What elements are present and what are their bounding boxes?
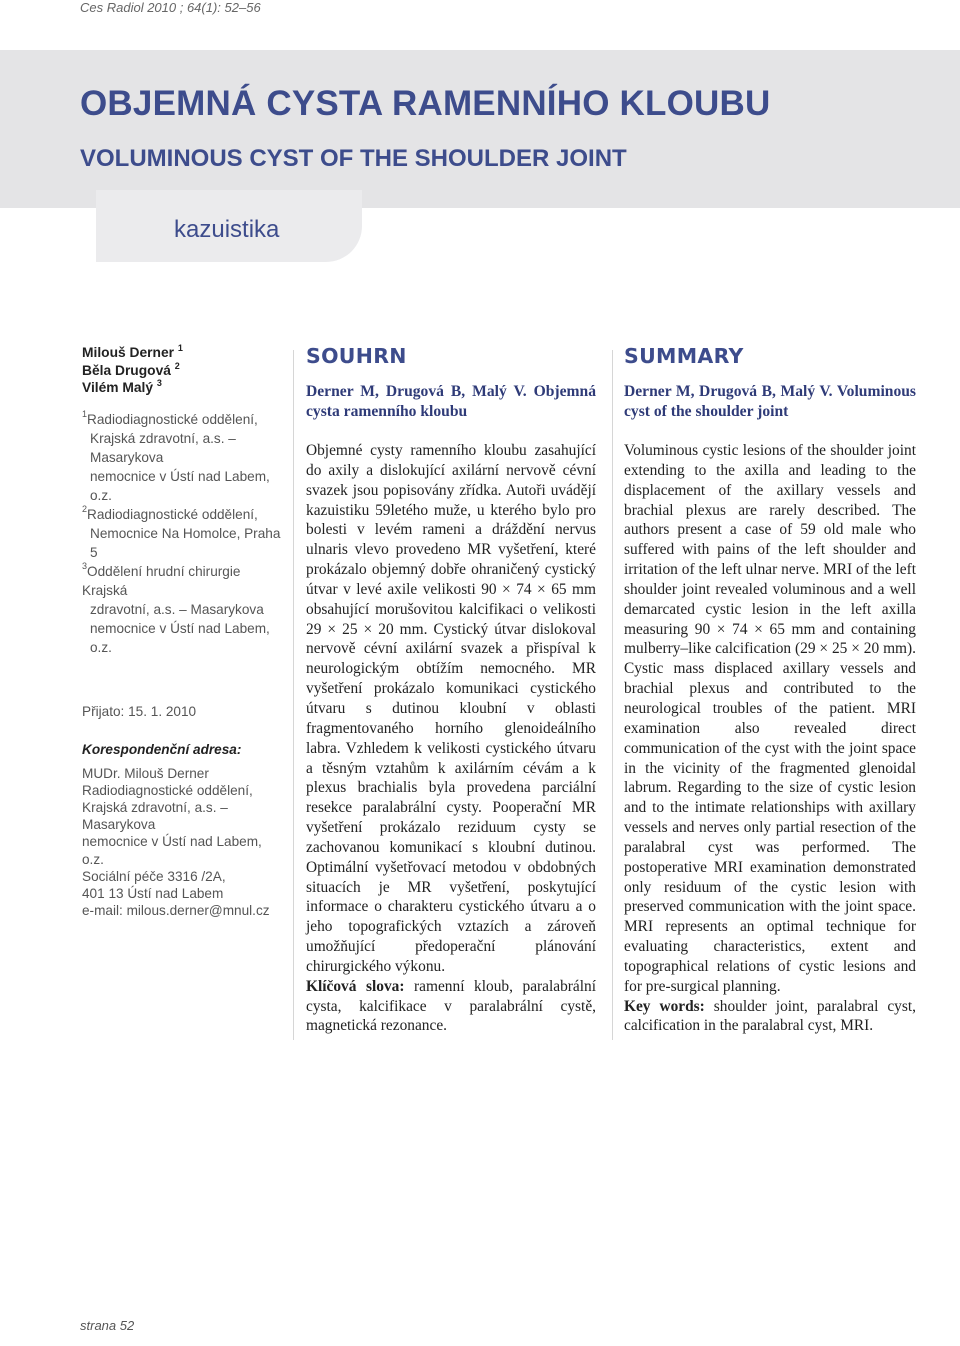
- summary-citation: Derner M, Drugová B, Malý V. Voluminous cyst of the shoulder joint: [624, 383, 916, 420]
- title-band: [0, 50, 960, 208]
- correspondence-address: MUDr. Milouš Derner Radiodiagnostické oddělení, Krajská zdravotní, a.s. – Masarykova nemocnice v Ústí nad Labem, o.z. Sociální péče 3316 /2A, 401 13 Ústí nad Labem e-mail: milous.derner@mnul.cz: [82, 765, 282, 920]
- article-title-english: VOLUMINOUS CYST OF THE SHOULDER JOINT: [80, 145, 627, 172]
- affiliation: $^1$Radiodiagnostické oddělení, Krajská zdravotní, a.s. – Masarykova nemocnice v Ústí nad Labem, o.z.: [82, 408, 270, 503]
- column-divider: [612, 350, 613, 1040]
- summary-keywords: Key words: shoulder joint, paralabral cyst, calcification in the paralabral cyst, MRI.: [624, 997, 916, 1035]
- author: Milouš Derner $^1$: [82, 343, 183, 360]
- article-title-czech: OBJEMNÁ CYSTA RAMENNÍHO KLOUBU: [80, 84, 771, 123]
- souhrn-citation: Derner M, Drugová B, Malý V. Objemná cysta ramenního kloubu: [306, 383, 596, 420]
- affiliation: $^2$Radiodiagnostické oddělení, Nemocnice Na Homolce, Praha 5: [82, 503, 281, 560]
- summary-abstract: Voluminous cystic lesions of the shoulder joint extending to the axilla and leading to the displacement of the axillary vessels and brachial plexus are rarely described. The authors present a case of 59 old male who suffered with pains of the left shoulder and irritation of the left ulnar nerve. MRI of the left shoulder joint revealed voluminous and a well demarcated cystic lesion in the left axilla measuring 90 × 74 × 65 mm and containing mulberry–like calcification (29 × 25 × 20 mm). Cystic mass displaced axillary vessels and brachial plexus and contributed to the neurological troubles of the patient. MRI examination also revealed direct communication of the cyst with the joint space in the vicinity of the fragmented glenoidal labrum. Regarding to the size of cystic lesion and to the intimate relationships with axillary vessels and nerves only partial resection of the paralabral cyst was performed. The postoperative MRI examination demonstrated only residuum of the cystic lesion with preserved communication with the joint space. MRI represents an optimal technique for evaluating characteristics, extent and topographical relations of cystic lesions and for pre-surgical planning.: [624, 442, 916, 995]
- column-divider: [293, 350, 294, 1040]
- article-type-label: kazuistika: [174, 216, 280, 243]
- correspondence-heading: Korespondenční adresa:: [82, 741, 242, 757]
- page-number: strana 52: [80, 1318, 135, 1333]
- journal-reference: Ces Radiol 2010 ; 64(1): 52–56: [80, 0, 261, 15]
- correspondence-email[interactable]: e-mail: milous.derner@mnul.cz: [82, 903, 270, 919]
- author: Běla Drugová $^2$: [82, 360, 180, 378]
- affiliation: $^3$Oddělení hrudní chirurgie Krajská zdravotní, a.s. – Masarykova nemocnice v Ústí nad Labem, o.z.: [82, 560, 270, 655]
- summary-column: [624, 344, 916, 1036]
- summary-heading: SUMMARY: [624, 344, 744, 368]
- souhrn-heading: SOUHRN: [306, 344, 407, 368]
- author: Vilém Malý $^3$: [82, 378, 162, 395]
- affiliation-list: [82, 410, 282, 657]
- souhrn-keywords: Klíčová slova: ramenní kloub, paralabrální cysta, kalcifikace v paralabrální cystě, magnetická rezonance.: [306, 977, 596, 1035]
- author-list: [82, 344, 282, 397]
- souhrn-column: [306, 344, 596, 1036]
- author-info-column: [82, 344, 282, 919]
- received-date: Přijato: 15. 1. 2010: [82, 703, 197, 719]
- souhrn-abstract: Objemné cysty ramenního kloubu zasahující do axily a dislokující axilární nervově cévní svazek jsou popisovány zřídka. Autoři uvádějí kazuistiku 59letého muže, u kterého bylo pro bolesti v levém rameni a dráždění nervus ulnaris vlevo provedeno MR vyšetření, které prokázalo objemný dobře ohraničený cystický útvar v levé axile velikosti 90 × 74 × 65 mm obsahující morušovitou kalcifikaci o velikosti 29 × 25 × 20 mm. Cystický útvar dislokoval nervově cévní axilární svazek a přispíval k neurologickým obtížím nemocného. MR vyšetření prokázalo komunikaci cystického útvaru s dutinou kloubní v oblasti fragmentovaného horního glenoideálního labra. Vzhledem k velikosti cystického útvaru a těsným vztahům k axilárním cévám a k plexus brachialis byla provedena parciální resekce paralabrální cysty. Pooperační MR vyšetření prokázalo reziduum cysty se zachovanou komunikací s kloubní dutinou. Optimální vyšetřovací metodou v obdobných situacích je MR vyšetření, poskytující informace o charakteru cystického útvaru a o jeho topografických vztazích a zároveň umožňující předoperační plánování chirurgického výkonu.: [306, 442, 596, 975]
